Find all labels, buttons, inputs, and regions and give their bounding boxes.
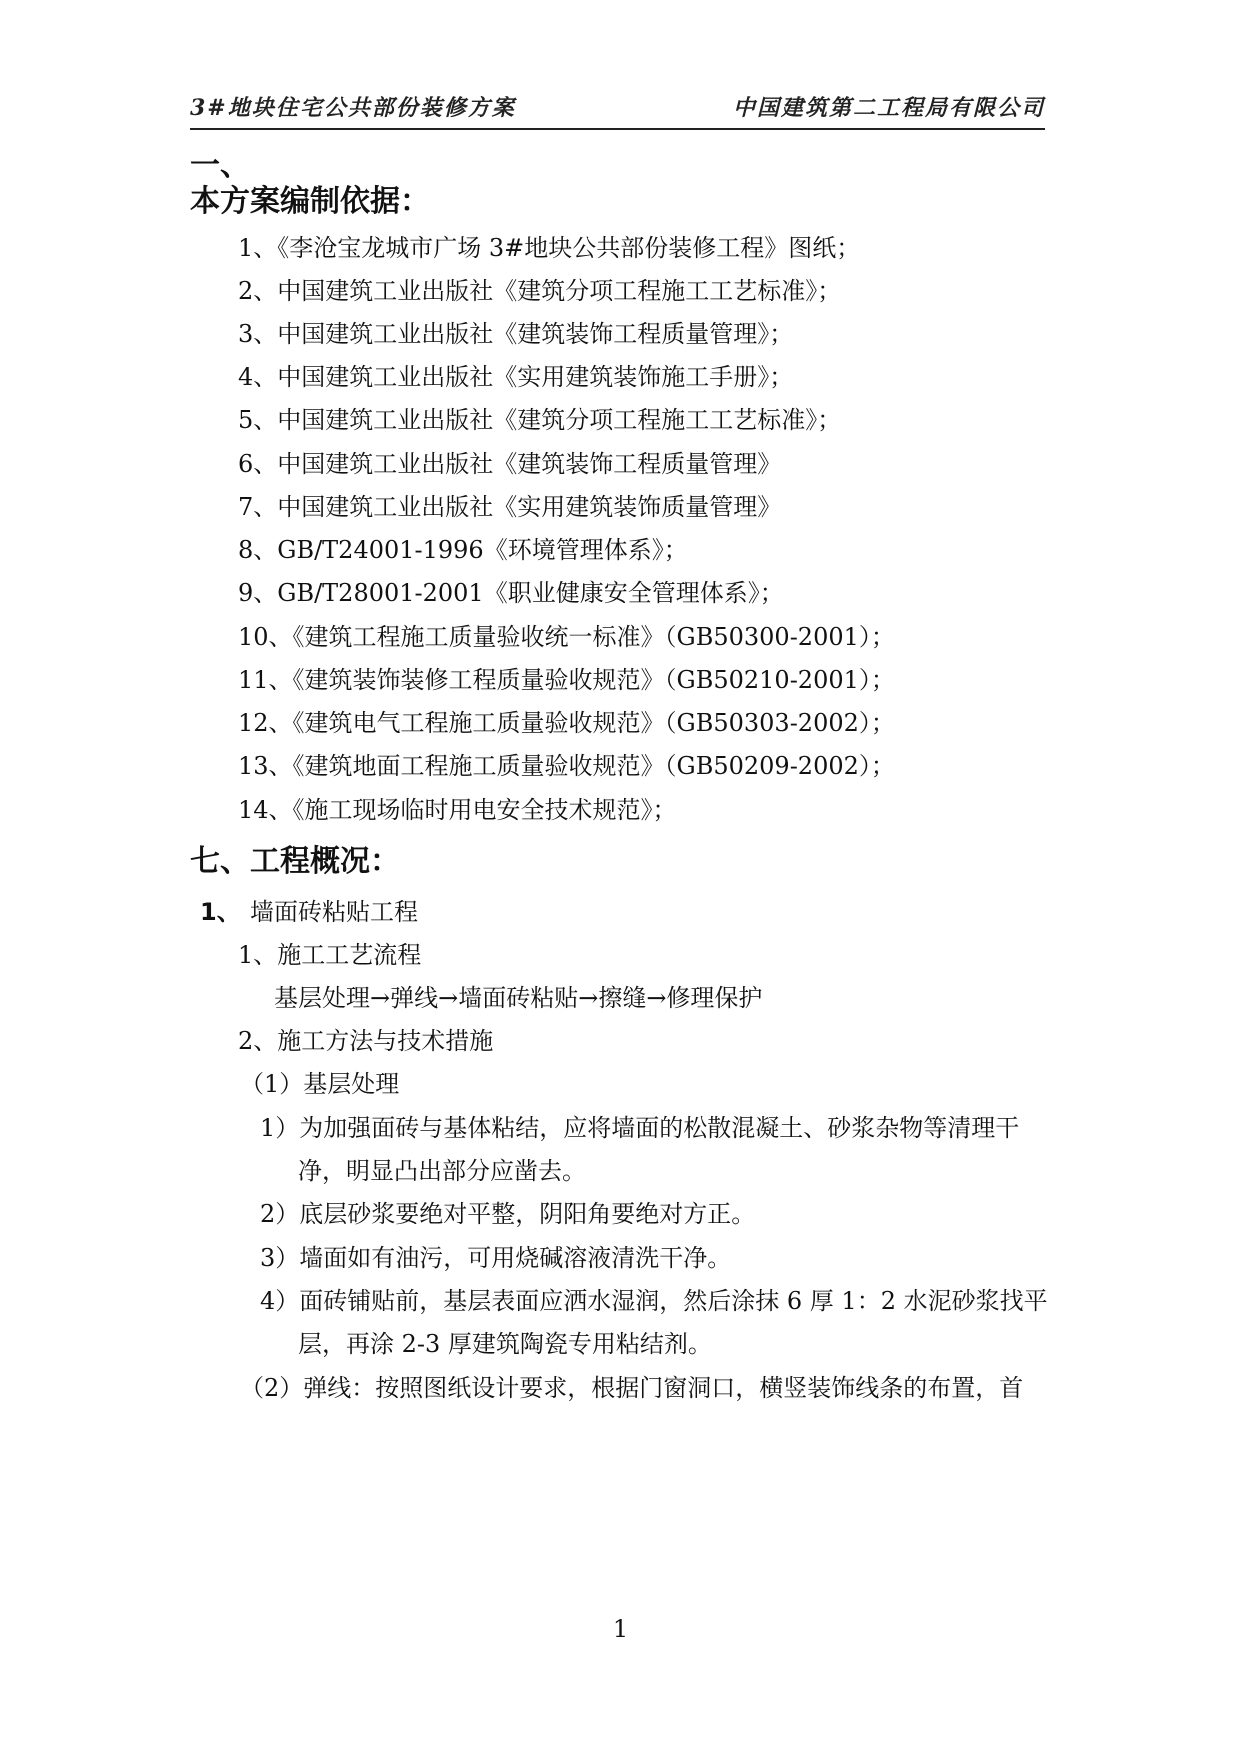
basis-item: 6、中国建筑工业出版社《建筑装饰工程质量管理》: [238, 450, 782, 478]
section-7-title: 七、工程概况：: [190, 844, 400, 879]
section-1-number: 一、: [190, 148, 250, 183]
paragraph-1-line-2: 净，明显凸出部分应凿去。: [298, 1157, 586, 1185]
basis-item: 10、《建筑工程施工质量验收统一标准》（GB50300-2001）；: [238, 623, 895, 651]
process-flow: 基层处理→弹线→墙面砖粘贴→擦缝→修理保护: [274, 984, 763, 1012]
process-heading: 1、施工工艺流程: [238, 941, 422, 969]
page-header: [190, 92, 1045, 130]
paragraph-5: （2）弹线：按照图纸设计要求，根据门窗洞口，横竖装饰线条的布置，首: [240, 1374, 1024, 1402]
basis-item: 13、《建筑地面工程施工质量验收规范》（GB50209-2002）；: [238, 752, 895, 780]
section-1-title: 本方案编制依据：: [190, 184, 430, 219]
basis-item: 1、《李沧宝龙城市广场 3#地块公共部份装修工程》图纸；: [238, 234, 861, 262]
basis-item: 9、GB/T28001-2001《职业健康安全管理体系》；: [238, 579, 784, 607]
paragraph-3: 3）墙面如有油污，可用烧碱溶液清洗干净。: [260, 1244, 732, 1272]
base-treatment-heading: （1）基层处理: [240, 1070, 400, 1098]
basis-item: 2、中国建筑工业出版社《建筑分项工程施工工艺标准》；: [238, 277, 842, 305]
header-company-name: 中国建筑第二工程局有限公司: [732, 95, 1045, 121]
basis-item: 14、《施工现场临时用电安全技术规范》；: [238, 796, 677, 824]
basis-item: 4、中国建筑工业出版社《实用建筑装饰施工手册》；: [238, 363, 794, 391]
page-number: 1: [612, 1615, 629, 1643]
basis-item: 5、中国建筑工业出版社《建筑分项工程施工工艺标准》；: [238, 406, 842, 434]
basis-item: 3、中国建筑工业出版社《建筑装饰工程质量管理》；: [238, 320, 794, 348]
header-project-title: 3#地块住宅公共部份装修方案: [190, 95, 516, 121]
methods-heading: 2、施工方法与技术措施: [238, 1027, 494, 1055]
basis-item: 12、《建筑电气工程施工质量验收规范》（GB50303-2002）；: [238, 709, 895, 737]
basis-item: 8、GB/T24001-1996《环境管理体系》；: [238, 536, 688, 564]
paragraph-2: 2）底层砂浆要绝对平整，阴阳角要绝对方正。: [260, 1200, 756, 1228]
basis-item: 11、《建筑装饰装修工程质量验收规范》（GB50210-2001）；: [238, 666, 895, 694]
overview-item-number: 1、: [200, 898, 241, 926]
basis-item: 7、中国建筑工业出版社《实用建筑装饰质量管理》: [238, 493, 782, 521]
overview-item-title: 墙面砖粘贴工程: [250, 898, 418, 926]
paragraph-1-line-1: 1）为加强面砖与基体粘结，应将墙面的松散混凝土、砂浆杂物等清理干: [260, 1114, 1020, 1142]
paragraph-4-line-1: 4）面砖铺贴前，基层表面应洒水湿润，然后涂抹 6 厚 1：2 水泥砂浆找平: [260, 1287, 1048, 1315]
paragraph-4-line-2: 层，再涂 2-3 厚建筑陶瓷专用粘结剂。: [298, 1330, 712, 1358]
